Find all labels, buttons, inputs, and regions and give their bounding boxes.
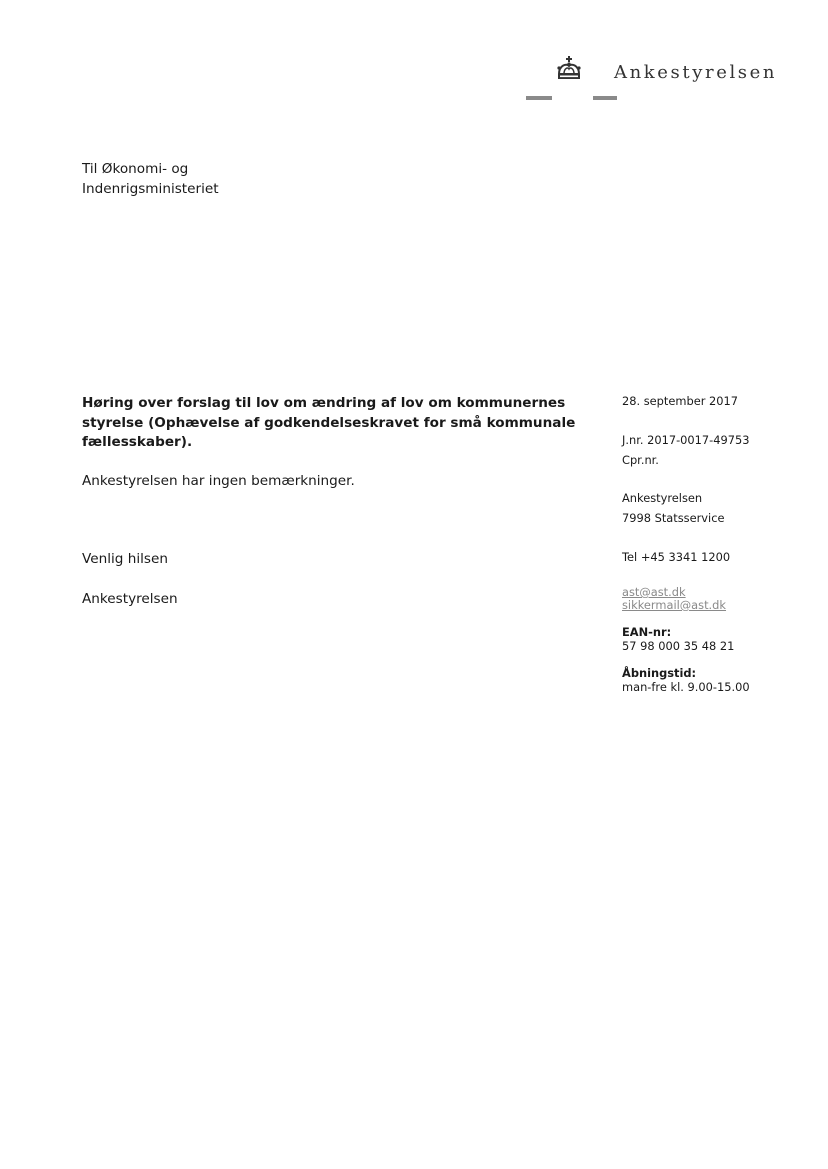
logo-bar-right bbox=[593, 96, 617, 100]
org-wordmark: Ankestyrelsen bbox=[614, 62, 778, 83]
crown-icon bbox=[556, 56, 582, 82]
recipient-line: Til Økonomi- og bbox=[82, 161, 189, 177]
recipient-line: Indenrigsministeriet bbox=[82, 181, 219, 197]
secure-email-link[interactable]: sikkermail@ast.dk bbox=[622, 598, 727, 612]
info-telephone: Tel +45 3341 1200 bbox=[622, 550, 731, 564]
letter-remark: Ankestyrelsen har ingen bemærkninger. bbox=[82, 473, 355, 489]
opening-hours-label: Åbningstid: bbox=[622, 666, 697, 680]
ean-label: EAN-nr: bbox=[622, 625, 672, 639]
email-link[interactable]: ast@ast.dk bbox=[622, 585, 686, 599]
letter-signature: Ankestyrelsen bbox=[82, 591, 178, 607]
info-cpr: Cpr.nr. bbox=[622, 453, 659, 467]
letter-subject: Høring over forslag til lov om ændring af lov om kommunernes styrelse (Ophævelse af godkendelseskravet for små kommunale fællesskaber). bbox=[82, 395, 576, 450]
opening-hours: man-fre kl. 9.00-15.00 bbox=[622, 680, 750, 694]
logo-bar-left bbox=[526, 96, 552, 100]
header-logo bbox=[556, 56, 806, 106]
info-address: 7998 Statsservice bbox=[622, 511, 725, 525]
letter-greeting: Venlig hilsen bbox=[82, 551, 168, 567]
recipient-block bbox=[82, 159, 219, 199]
info-journal-number: J.nr. 2017-0017-49753 bbox=[622, 433, 750, 447]
ean-number: 57 98 000 35 48 21 bbox=[622, 639, 735, 653]
info-organization: Ankestyrelsen bbox=[622, 491, 703, 505]
info-date: 28. september 2017 bbox=[622, 394, 739, 408]
